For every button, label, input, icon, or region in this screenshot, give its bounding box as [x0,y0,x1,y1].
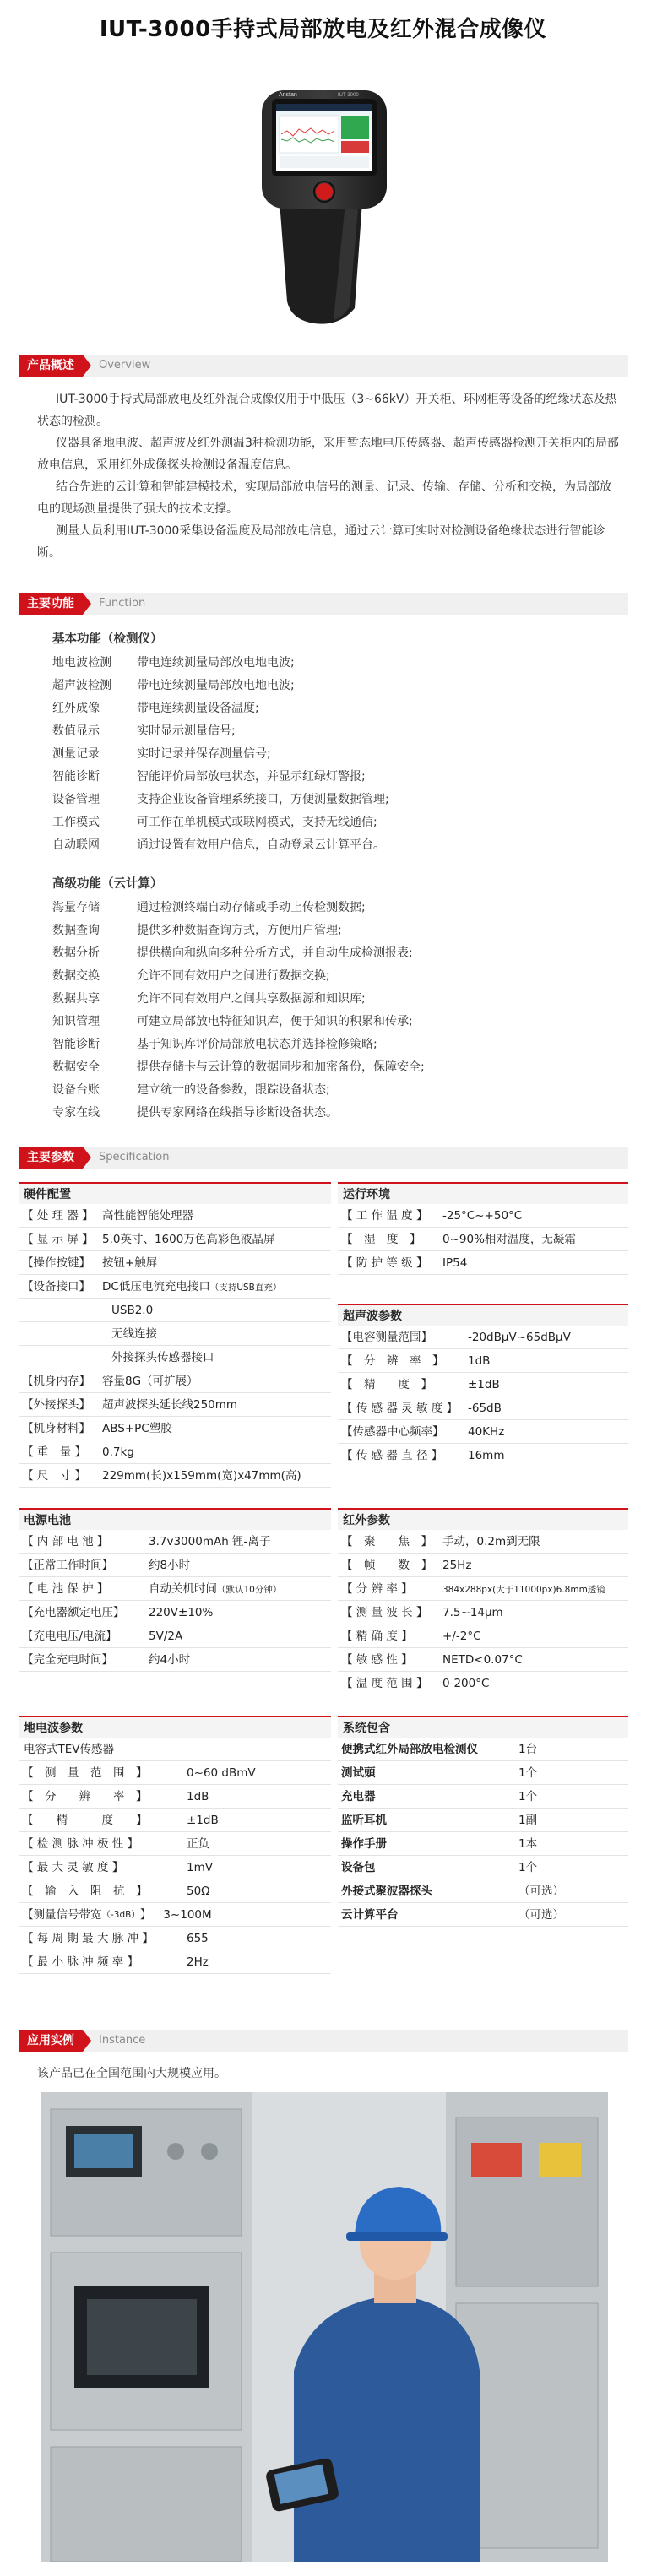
spec-value-text: 655 [187,1932,209,1945]
tev-sensor: 电容式TEV传感器 [19,1738,331,1761]
spec-value-text: 229mm(长)x159mm(宽)x47mm(高) [102,1469,301,1483]
spec-label: 测试頭 [341,1766,376,1780]
spec-value-text: 超声波探头延长线250mm [102,1398,238,1412]
function-desc: 实时记录并保存测量信号; [137,747,271,761]
spec-value [468,1396,628,1419]
function-row [52,789,610,811]
spec-value-text: 3.7v3000mAh 锂-离子 [149,1535,271,1548]
spec-value [102,1204,331,1227]
spec-label: 【 测 量 波 长 】 [341,1606,428,1619]
spec-value-text: 按钮+触屏 [102,1256,158,1270]
function-desc: 建立统一的设备参数，跟踪设备状态; [137,1083,330,1097]
environment-spec-box [338,1182,628,1275]
spec-row [19,1417,331,1440]
function-row [52,834,610,857]
function-name: 知识管理 [52,1015,100,1028]
function-row [52,988,610,1011]
section-tag: 主要参数 [19,1147,83,1169]
spec-label: 【 内 部 电 池 】 [22,1535,109,1548]
function-desc: 实时显示测量信号; [137,724,236,738]
advanced-functions-title: 高级功能（云计算） [52,877,163,891]
spec-value [149,1554,331,1576]
overview-text [37,388,620,564]
spec-label: 操作手册 [341,1837,387,1851]
box-title: 超声波参数 [338,1304,628,1326]
spec-label: 设备包 [341,1861,376,1874]
spec-value [102,1228,331,1250]
spec-label: 【外接探头】 [22,1398,90,1412]
tev-spec-box [19,1716,331,1974]
spec-value [468,1326,628,1348]
spec-interface-item: USB2.0 [19,1299,331,1322]
spec-row [338,1672,628,1695]
box-title: 红外参数 [338,1508,628,1530]
spec-row [338,1601,628,1624]
spec-interface-item: 无线连接 [19,1322,331,1346]
function-row [52,1079,610,1102]
spec-row [19,1601,331,1624]
spec-value-text: 0-200°C [442,1677,490,1690]
spec-label: 【 工 作 温 度 】 [341,1209,428,1223]
spec-value-text: 1副 [518,1814,538,1827]
spec-value [518,1761,628,1784]
function-name: 数据查询 [52,924,100,937]
spec-value-text: 220V±10% [149,1606,214,1619]
function-name: 红外成像 [52,702,100,715]
spec-value-text: +/-2°C [442,1630,481,1643]
spec-row [338,1204,628,1228]
spec-value-text: 1个 [518,1861,538,1874]
function-desc: 通过设置有效用户信息，自动登录云计算平台。 [137,838,385,852]
box-title: 电源电池 [19,1508,331,1530]
spec-row [19,1369,331,1393]
section-tag: 产品概述 [19,355,83,377]
function-desc: 带电连续测量局部放电地电波; [137,679,295,692]
package-spec-box [338,1716,628,1927]
function-row [52,720,610,743]
spec-value [468,1373,628,1396]
spec-label: 【 输 入 阻 抗 】 [22,1885,148,1898]
spec-row [338,1373,628,1396]
spec-value [518,1903,628,1926]
page-title: IUT-3000手持式局部放电及红外混合成像仪 [99,17,547,42]
spec-value-text: 手动，0.2m到无限 [442,1535,540,1548]
spec-value-text: 1台 [518,1743,538,1756]
function-desc: 智能评价局部放电状态，并显示红绿灯警报; [137,770,366,784]
spec-row [19,1530,331,1554]
spec-value-text: 约4小时 [149,1653,191,1667]
spec-label: 监听耳机 [341,1814,387,1827]
spec-row [338,1554,628,1577]
section-tag: 主要功能 [19,593,83,615]
spec-value-text: IP54 [442,1256,468,1270]
spec-value [187,1950,331,1973]
spec-value-text: 正负 [187,1837,209,1851]
function-name: 海量存储 [52,901,100,914]
spec-value [468,1420,628,1443]
spec-label: 【 聚 焦 】 [341,1535,432,1548]
section-en-label: Specification [99,1151,170,1163]
overview-paragraph: IUT-3000手持式局部放电及红外混合成像仪用于中低压（3~66kV）开关柜、环网柜等设备的绝缘状态及热状态的检测。 [37,393,617,428]
function-name: 自动联网 [52,838,100,852]
function-desc: 可建立局部放电特征知识库，便于知识的积累和传承; [137,1015,413,1028]
function-row [52,811,610,834]
spec-label: 【设备接口】 [22,1280,90,1293]
spec-value-text: -25°C~+50°C [442,1209,523,1223]
spec-label: 【 传 感 器 直 径 】 [341,1449,443,1462]
spec-value [518,1738,628,1760]
function-row [52,766,610,789]
spec-row [338,1420,628,1444]
spec-value-text: -20dBμV~65dBμV [468,1331,571,1344]
spec-row [19,1761,331,1785]
spec-value [187,1809,331,1831]
section-en-label: Overview [99,359,151,371]
function-name: 数据安全 [52,1060,100,1074]
spec-value [442,1577,628,1600]
spec-value-text: 0.7kg [102,1445,134,1459]
spec-value-text: 1个 [518,1790,538,1803]
spec-label: 【充电电压/电流】 [22,1630,117,1643]
spec-value [149,1624,331,1647]
spec-value [151,1903,331,1926]
record-button-icon [316,183,333,200]
spec-value-text: 1本 [518,1837,538,1851]
function-row [52,1033,610,1056]
spec-label: 【 防 护 等 级 】 [341,1256,428,1270]
function-desc: 通过检测终端自动存储或手动上传检测数据; [137,901,366,914]
spec-value [442,1251,628,1274]
spec-value-text: 1dB [468,1354,491,1368]
spec-row [19,1950,331,1974]
function-name: 设备台账 [52,1083,100,1097]
function-desc: 可工作在单机模式或联网模式，支持无线通信; [137,816,377,829]
basic-functions-title: 基本功能（检测仪） [52,632,163,646]
spec-label: 【 显 示 屏 】 [22,1233,94,1246]
spec-row [338,1879,628,1903]
spec-label: 【操作按键】 [22,1256,90,1270]
spec-value-text: 容量8G（可扩展） [102,1375,198,1388]
spec-label: 【完全充电时间】 [22,1653,113,1667]
spec-value-text: ±1dB [468,1378,500,1391]
device-illustration [0,80,646,325]
spec-value [149,1601,331,1624]
spec-value-text: DC低压电流充电接口 [102,1280,210,1293]
spec-row [338,1738,628,1761]
spec-value [102,1464,331,1487]
spec-interface-item: 外接探头传感器接口 [19,1346,331,1369]
function-name: 数据分析 [52,946,100,960]
spec-row [338,1251,628,1275]
function-desc: 基于知识库评价局部放电状态并选择检修策略; [137,1038,377,1051]
spec-value-text: -65dB [468,1402,502,1415]
spec-label: 【 分 辨 率 】 [341,1582,413,1596]
spec-label: 【 精 度 】 [22,1814,148,1827]
section-function-bar [19,593,628,615]
spec-value-text: NETD<0.07°C [442,1653,523,1667]
function-row [52,919,610,942]
function-name: 超声波检测 [52,679,111,692]
spec-label: 【 帧 数 】 [341,1559,432,1572]
spec-row [19,1275,331,1299]
battery-spec-box [19,1508,331,1672]
spec-label: 【 分 辨 率 】 [341,1354,444,1368]
function-row [52,743,610,766]
spec-label: 便携式红外局部放电检测仪 [341,1743,478,1756]
overview-paragraph: 仪器具备地电波、超声波及红外测温3种检测功能，采用暂态地电压传感器、超声传感器检测开关柜内的局部放电信息，采用红外成像探头检测设备温度信息。 [37,437,619,472]
spec-value [187,1785,331,1808]
application-photo [41,2092,608,2562]
spec-label-note: （-3dB） [101,1910,140,1920]
spec-label: 【 最 大 灵 敏 度 】 [22,1861,124,1874]
function-desc: 带电连续测量局部放电地电波; [137,656,295,670]
spec-value-text: （可选） [518,1885,564,1898]
basic-functions [52,626,610,857]
spec-label: 【 尺 寸 】 [22,1469,87,1483]
spec-value-text: 7.5~14μm [442,1606,503,1619]
spec-value [187,1856,331,1879]
spec-value [518,1856,628,1879]
function-row [52,1102,610,1125]
spec-row [338,1530,628,1554]
spec-row [19,1832,331,1856]
overview-paragraph: 测量人员利用IUT-3000采集设备温度及局部放电信息，通过云计算可实时对检测设备绝缘状态进行智能诊断。 [37,524,605,560]
function-row [52,942,610,965]
spec-label: 【 测 量 范 围 】 [22,1766,148,1780]
spec-row [338,1785,628,1809]
device-model-text: IUT-3000 [338,93,359,98]
spec-value [149,1530,331,1553]
function-row [52,1011,610,1033]
spec-label: 【机身内存】 [22,1375,90,1388]
spec-value [442,1554,628,1576]
function-name: 数据共享 [52,992,100,1006]
spec-value-note: （默认10分钟） [217,1585,282,1595]
spec-value-text: 40KHz [468,1425,505,1439]
function-name: 地电波检测 [52,656,111,670]
advanced-functions [52,871,610,1125]
section-spec-bar [19,1147,628,1169]
spec-label: 【 精 确 度 】 [341,1630,413,1643]
function-name: 数据交换 [52,969,100,983]
spec-row [338,1326,628,1349]
spec-value-text: （可选） [518,1908,564,1922]
spec-value-text: 50Ω [187,1885,210,1898]
box-title: 地电波参数 [19,1716,331,1738]
spec-value-text: 2Hz [187,1955,209,1969]
spec-value [442,1624,628,1647]
spec-value-text: 高性能智能处理器 [102,1209,193,1223]
spec-row [338,1809,628,1832]
section-overview-bar [19,355,628,377]
spec-value [102,1369,331,1392]
spec-value [149,1577,331,1600]
ultrasonic-spec-box [338,1304,628,1467]
function-desc: 支持企业设备管理系统接口，方便测量数据管理; [137,793,389,806]
spec-label: 【 最 小 脉 冲 频 率 】 [22,1955,139,1969]
spec-value-text: 25Hz [442,1559,472,1572]
function-desc: 允许不同有效用户之间共享数据源和知识库; [137,992,366,1006]
function-name: 设备管理 [52,793,100,806]
spec-label: 【 检 测 脉 冲 极 性 】 [22,1837,139,1851]
spec-label: 【机身材料】 [22,1422,90,1435]
function-row [52,697,610,720]
function-desc: 允许不同有效用户之间进行数据交换; [137,969,330,983]
spec-value [102,1275,331,1298]
section-en-label: Function [99,597,146,610]
spec-row [19,1856,331,1879]
spec-value [518,1785,628,1808]
spec-value-text: 5V/2A [149,1630,183,1643]
spec-value-text: 5.0英寸、1600万色高彩色液晶屏 [102,1233,275,1246]
spec-row [19,1879,331,1903]
spec-value [149,1648,331,1671]
spec-row [338,1577,628,1601]
function-row [52,675,610,697]
spec-label: 外接式聚波器探头 [341,1885,432,1898]
spec-value [187,1761,331,1784]
spec-value [102,1251,331,1274]
spec-value-text: 1dB [187,1790,209,1803]
spec-row [338,1444,628,1467]
spec-label: 【 温 度 范 围 】 [341,1677,428,1690]
spec-row [19,1204,331,1228]
function-desc: 提供存储卡与云计算的数据同步和加密备份，保障安全; [137,1060,425,1074]
spec-value [442,1601,628,1624]
spec-label: 【 处 理 器 】 [22,1209,94,1223]
spec-value [187,1832,331,1855]
spec-row [338,1228,628,1251]
box-title: 系统包含 [338,1716,628,1738]
spec-label-end: 】 [139,1908,152,1922]
overview-paragraph: 结合先进的云计算和智能建模技术，实现局部放电信号的测量、记录、传输、存储、分析和交换，为局部放电的现场测量提供了强大的技术支撑。 [37,480,611,516]
spec-value [442,1672,628,1695]
spec-row [19,1809,331,1832]
spec-value [102,1440,331,1463]
spec-row [19,1228,331,1251]
spec-value-text: 1mV [187,1861,213,1874]
function-desc: 提供横向和纵向多种分析方式，并自动生成检测报表; [137,946,413,960]
spec-row [19,1785,331,1809]
spec-value-text: 自动关机时间 [149,1582,217,1596]
spec-value-text: 0~90%相对温度，无凝霜 [442,1233,576,1246]
function-row [52,965,610,988]
spec-label: 【电容测量范围】 [341,1331,432,1344]
spec-value-note: 384x288px(大于11000px)6.8mm透镜 [442,1585,605,1595]
spec-label: 云计算平台 [341,1908,399,1922]
spec-row [19,1554,331,1577]
box-title: 硬件配置 [19,1182,331,1204]
function-row [52,897,610,919]
spec-row [19,1393,331,1417]
function-name: 数值显示 [52,724,100,738]
spec-value [518,1879,628,1902]
spec-label: 【 电 池 保 护 】 [22,1582,109,1596]
spec-label: 【测量信号带宽 [22,1908,102,1922]
spec-value-text: 约8小时 [149,1559,191,1572]
spec-value [187,1879,331,1902]
spec-label: 【 重 量 】 [22,1445,87,1459]
function-desc: 提供多种数据查询方式，方便用户管理; [137,924,342,937]
spec-label: 【 分 辨 率 】 [22,1790,148,1803]
spec-label: 【正常工作时间】 [22,1559,113,1572]
function-name: 智能诊断 [52,1038,100,1051]
spec-row [338,1648,628,1672]
spec-value-text: 16mm [468,1449,505,1462]
spec-row [338,1856,628,1879]
box-title: 运行环境 [338,1182,628,1204]
spec-value-text: 1个 [518,1766,538,1780]
function-name: 专家在线 [52,1106,100,1120]
spec-value [468,1444,628,1467]
instance-text: 该产品已在全国范围内大规模应用。 [37,2067,226,2080]
spec-row [338,1396,628,1420]
infrared-spec-box [338,1508,628,1695]
device-brand-text: Anstan [279,92,297,98]
spec-row [338,1624,628,1648]
spec-label: 【 敏 感 性 】 [341,1653,413,1667]
spec-value [102,1393,331,1416]
spec-value [442,1228,628,1250]
spec-row [19,1648,331,1672]
spec-label: 【 传 感 器 灵 敏 度 】 [341,1402,459,1415]
spec-row [19,1927,331,1950]
section-en-label: Instance [99,2034,146,2047]
spec-value [518,1832,628,1855]
function-desc: 带电连续测量设备温度; [137,702,259,715]
spec-row [338,1761,628,1785]
spec-value-note: （支持USB直充） [209,1283,282,1293]
spec-label: 【 每 周 期 最 大 脉 冲 】 [22,1932,154,1945]
spec-value [102,1417,331,1440]
spec-row [19,1440,331,1464]
spec-value [468,1349,628,1372]
spec-value-text: ABS+PC塑胶 [102,1422,172,1435]
spec-value-text: 3~100M [163,1908,212,1922]
spec-value [187,1927,331,1950]
spec-row [19,1251,331,1275]
section-tag: 应用实例 [19,2030,83,2052]
spec-row [338,1903,628,1927]
function-desc: 提供专家网络在线指导诊断设备状态。 [137,1106,338,1120]
spec-value [442,1530,628,1553]
function-name: 工作模式 [52,816,100,829]
spec-row [19,1577,331,1601]
spec-value [518,1809,628,1831]
spec-label: 充电器 [341,1790,376,1803]
spec-label: 【 精 度 】 [341,1378,432,1391]
spec-value-text: ±1dB [187,1814,219,1827]
spec-row [19,1624,331,1648]
hardware-spec-box [19,1182,331,1488]
spec-value [442,1204,628,1227]
function-row [52,652,610,675]
spec-row [338,1832,628,1856]
spec-row [338,1349,628,1373]
section-instance-bar [19,2030,628,2052]
function-row [52,1056,610,1079]
function-name: 测量记录 [52,747,100,761]
spec-value [442,1648,628,1671]
spec-value-text: 0~60 dBmV [187,1766,256,1780]
spec-row [19,1903,331,1927]
spec-label: 【传感器中心频率】 [341,1425,444,1439]
spec-label: 【 湿 度 】 [341,1233,421,1246]
function-name: 智能诊断 [52,770,100,784]
spec-label: 【充电器额定电压】 [22,1606,125,1619]
spec-row [19,1464,331,1488]
